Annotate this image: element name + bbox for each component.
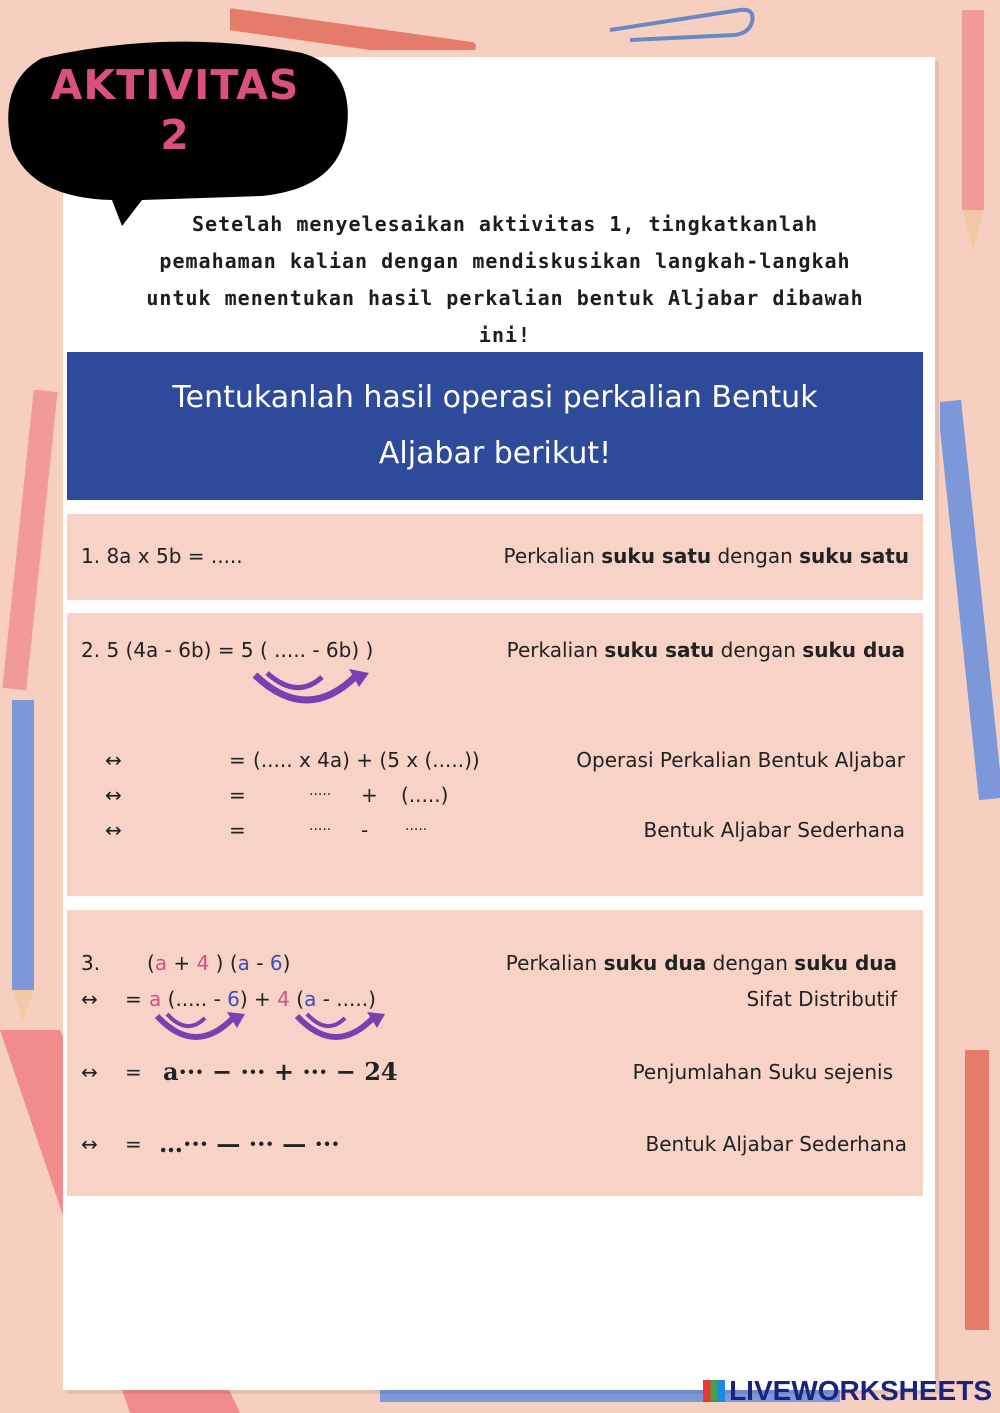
- term-4: 4: [277, 987, 290, 1011]
- label-text: Perkalian: [503, 544, 602, 568]
- blank-answer[interactable]: ..... -: [175, 987, 228, 1011]
- activity-title-line2: 2: [160, 111, 190, 159]
- distribute-arrow-icon: [291, 1010, 391, 1050]
- paren: ): [368, 987, 376, 1011]
- operator: +: [167, 951, 197, 975]
- label-text: dengan: [711, 544, 800, 568]
- question-3-label: [506, 951, 897, 975]
- decor-paperclip-top-icon: [600, 0, 760, 45]
- step-note: Bentuk Aljabar Sederhana: [643, 818, 905, 842]
- label-text: Perkalian: [505, 951, 604, 975]
- term-a: a: [149, 987, 162, 1011]
- label-bold: suku dua: [603, 951, 707, 975]
- paren: ) +: [239, 987, 278, 1011]
- step-arrow: ↔: [81, 1060, 98, 1084]
- instruction-banner: [67, 352, 923, 500]
- decor-pencil-blue-right-icon: [940, 400, 1000, 820]
- paren: ): [282, 951, 291, 975]
- question-1-expression[interactable]: 1. 8a x 5b = .....: [81, 544, 243, 568]
- step-equals: =: [229, 783, 246, 807]
- term-4: 4: [196, 951, 210, 975]
- question-3-step-3[interactable]: …··· — ··· — ···: [159, 1129, 340, 1158]
- step-arrow: ↔: [105, 783, 122, 807]
- decor-pencil-blue-left-icon: [0, 700, 50, 1020]
- blank-answer[interactable]: - .....: [316, 987, 369, 1011]
- blank-answer[interactable]: .....: [309, 818, 332, 834]
- banner-line-2: Aljabar berikut!: [378, 436, 612, 471]
- term-a: a: [304, 987, 317, 1011]
- label-bold: suku satu: [601, 544, 712, 568]
- decor-pencil-red-right-icon: [955, 1050, 1000, 1350]
- label-bold: suku satu: [799, 544, 909, 568]
- step-note: Penjumlahan Suku sejenis: [632, 1060, 893, 1084]
- question-2-label: [507, 638, 905, 662]
- decor-pencil-left-icon: [0, 390, 60, 720]
- label-text: dengan: [714, 638, 803, 662]
- intro-line-2: pemahaman kalian dengan mendiskusikan langkah-langkah: [159, 249, 851, 273]
- intro-text: [100, 206, 910, 354]
- paren: (: [147, 951, 155, 975]
- question-3-number: 3.: [81, 951, 101, 975]
- step-operator: -: [361, 818, 369, 842]
- step-equals: =: [229, 748, 246, 772]
- question-2-step-1[interactable]: (..... x 4a) + (5 x (.....)): [253, 748, 480, 772]
- label-bold: suku dua: [802, 638, 905, 662]
- step-note: Bentuk Aljabar Sederhana: [645, 1132, 907, 1156]
- question-1-card: [67, 514, 923, 600]
- step-arrow: ↔: [81, 987, 98, 1011]
- term-a: a: [154, 951, 168, 975]
- question-1-label: [504, 544, 909, 568]
- distribute-arrow-icon: [151, 1010, 251, 1050]
- blank-answer[interactable]: .....: [309, 783, 332, 799]
- label-bold: suku satu: [604, 638, 715, 662]
- label-text: Perkalian: [506, 638, 605, 662]
- step-equals: =: [229, 818, 246, 842]
- step-note: Operasi Perkalian Bentuk Aljabar: [576, 748, 905, 772]
- blank-answer[interactable]: (.....): [401, 783, 449, 807]
- question-2-expression[interactable]: 2. 5 (4a - 6b) = 5 ( ..... - 6b) ): [81, 638, 374, 662]
- activity-title: [20, 60, 330, 160]
- paren: (: [161, 987, 176, 1011]
- blank-answer[interactable]: .....: [405, 818, 428, 834]
- liveworksheets-icon: [703, 1380, 725, 1402]
- liveworksheets-logo[interactable]: [703, 1375, 992, 1407]
- step-equals: =: [125, 987, 142, 1011]
- step-arrow: ↔: [81, 1132, 98, 1156]
- term-a: a: [237, 951, 250, 975]
- step-operator: +: [361, 783, 378, 807]
- term-6: 6: [269, 951, 283, 975]
- intro-line-4: ini!: [478, 323, 532, 347]
- step-equals: =: [125, 1132, 142, 1156]
- term-6: 6: [227, 987, 240, 1011]
- question-3-expression: [147, 951, 290, 975]
- intro-line-3: untuk menentukan hasil perkalian bentuk Aljabar dibawah: [146, 286, 864, 310]
- label-bold: suku dua: [794, 951, 897, 975]
- paren: ) (: [209, 951, 238, 975]
- distribute-arrow-icon: [247, 665, 377, 715]
- banner-line-1: Tentukanlah hasil operasi perkalian Bentuk: [172, 380, 818, 415]
- question-3-step-1[interactable]: [149, 987, 376, 1011]
- question-2-card: [67, 613, 923, 896]
- step-equals: =: [125, 1060, 142, 1084]
- decor-pencil-right-icon: [950, 10, 1000, 270]
- step-note: Sifat Distributif: [746, 987, 897, 1011]
- question-3-card: [67, 910, 923, 1196]
- paren: (: [289, 987, 305, 1011]
- step-arrow: ↔: [105, 818, 122, 842]
- operator: -: [249, 951, 270, 975]
- intro-line-1: Setelah menyelesaikan aktivitas 1, tingkatkanlah: [192, 212, 818, 236]
- label-text: dengan: [706, 951, 795, 975]
- activity-title-line1: AKTIVITAS: [50, 61, 300, 109]
- brand-text: LIVEWORKSHEETS: [729, 1375, 992, 1406]
- question-3-step-2[interactable]: a··· − ··· + ··· − 24: [163, 1057, 398, 1086]
- step-arrow: ↔: [105, 748, 122, 772]
